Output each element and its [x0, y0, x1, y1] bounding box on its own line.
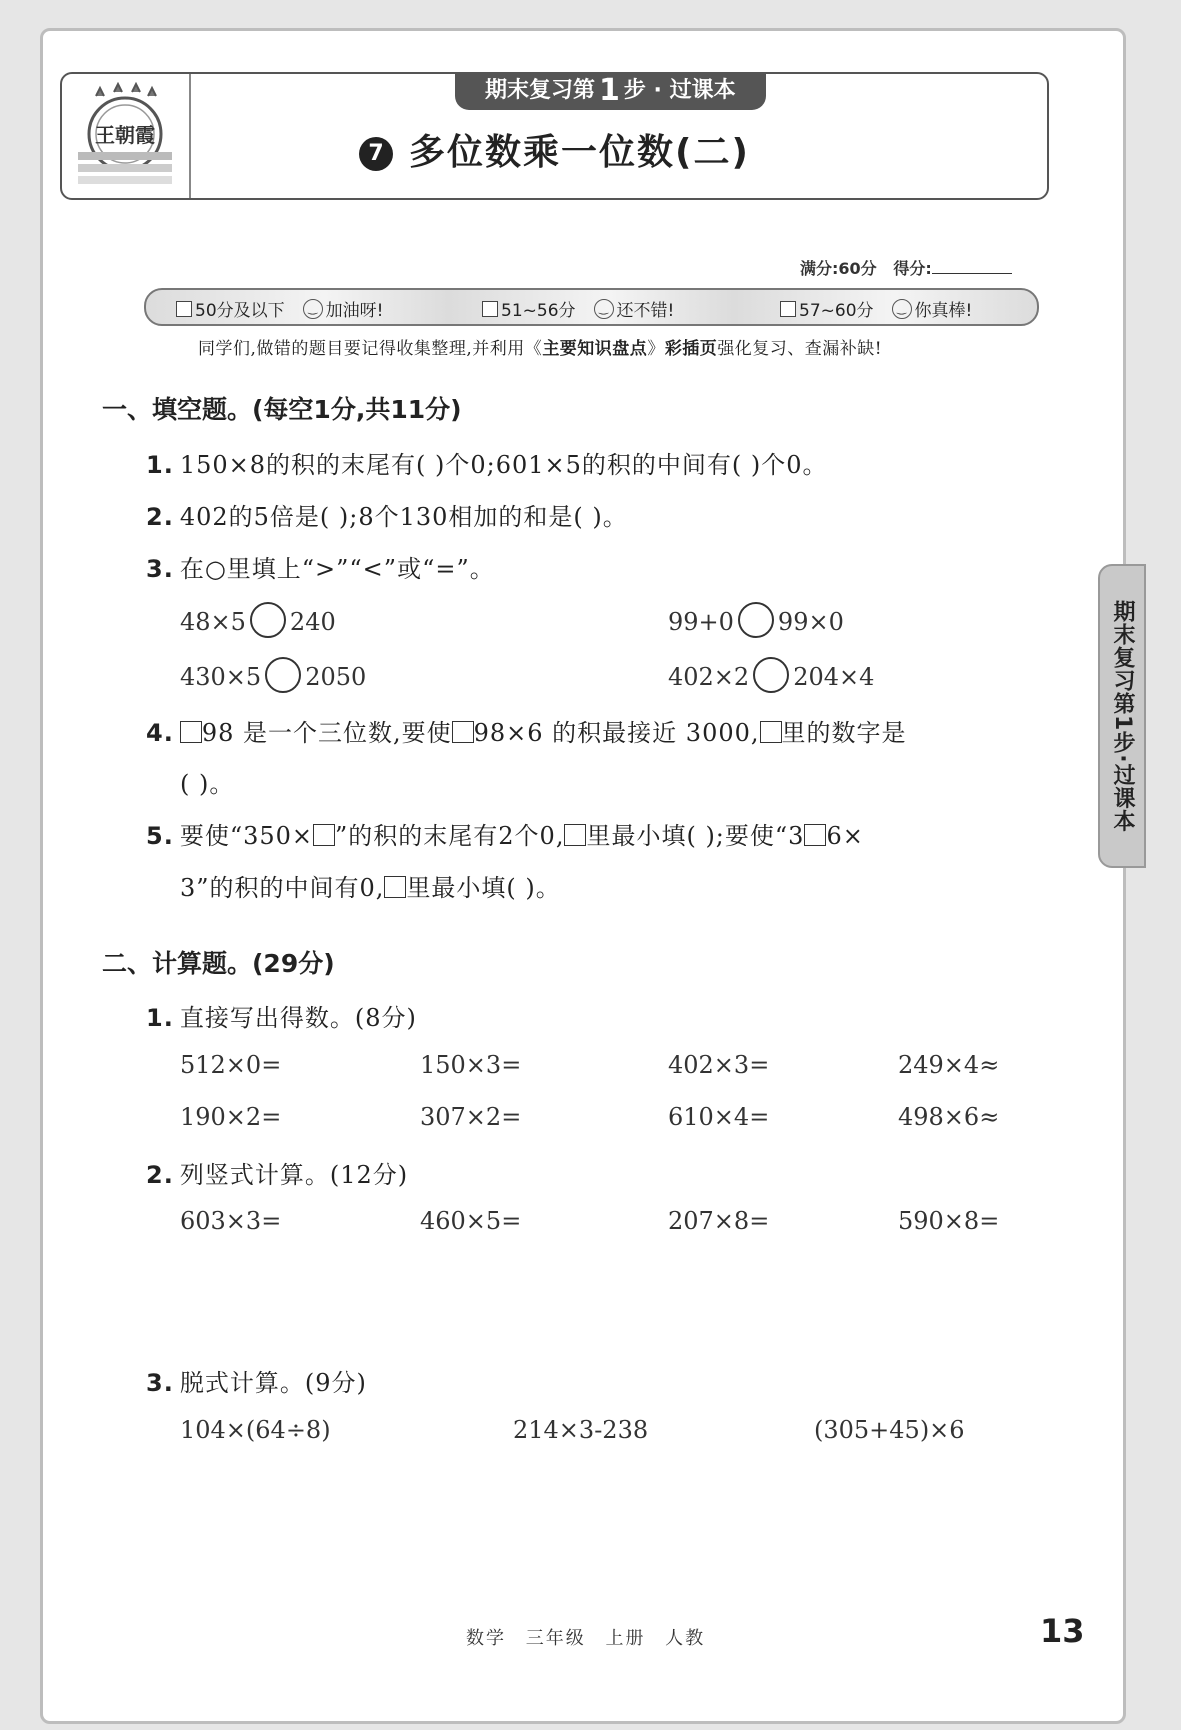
oral-calc-item: 402×3=: [668, 1051, 770, 1079]
oral-calc-item: 190×2=: [180, 1103, 282, 1131]
question-number: 4.: [146, 719, 174, 747]
note-text: 同学们,做错的题目要记得收集整理,并利用《: [198, 339, 543, 359]
vertical-calc-item: 590×8=: [898, 1207, 1000, 1235]
footer-text: 数学 三年级 上册 人教: [466, 1628, 706, 1649]
oral-calc-item: 307×2=: [420, 1103, 522, 1131]
page-number: 13: [1040, 1612, 1085, 1650]
rating-item-low: [176, 296, 383, 321]
question-text: 98 是一个三位数,要使: [201, 719, 452, 747]
compare-item: [180, 602, 336, 638]
rating-bar: [144, 288, 1039, 326]
question-1-2: [146, 497, 628, 532]
question-text: 直接写出得数。(8分): [179, 1004, 417, 1032]
blank-square: [564, 824, 586, 846]
question-text: 98×6 的积最接近 3000,: [473, 719, 760, 747]
compare-item: [668, 657, 874, 693]
step-calc-item: 104×(64÷8): [180, 1416, 331, 1444]
oral-calc-item: 498×6≈: [898, 1103, 1000, 1131]
step-calc-item: 214×3-238: [513, 1416, 649, 1444]
score-field[interactable]: [932, 273, 1012, 274]
question-number: 5.: [146, 822, 174, 850]
note-highlight: 彩插页: [664, 339, 718, 359]
note-highlight: 主要知识盘点: [542, 339, 648, 359]
rating-message: 还不错!: [616, 301, 675, 321]
blank-square: [180, 721, 202, 743]
compare-left: 99+0: [668, 608, 734, 636]
rating-message: 你真棒!: [914, 301, 973, 321]
question-1-4-line2: ( )。: [180, 770, 235, 798]
page-title: [62, 124, 1047, 175]
svg-text:王朝霞: 王朝霞: [95, 123, 155, 147]
rating-range: 57~60分: [799, 301, 874, 321]
answer-circle[interactable]: [250, 602, 286, 638]
question-2-2: [146, 1155, 408, 1190]
blank-square: [384, 876, 406, 898]
question-1-3: [146, 549, 495, 584]
note-text: 强化复习、查漏补缺!: [717, 339, 883, 359]
blank-square: [452, 721, 474, 743]
blank-square: [804, 824, 826, 846]
question-text: 要使“350×: [179, 822, 314, 850]
compare-right: 99×0: [777, 608, 844, 636]
question-text: 6×: [826, 822, 864, 850]
face-icon: ‿: [892, 299, 912, 319]
checkbox[interactable]: [176, 301, 192, 317]
step-calc-item: (305+45)×6: [814, 1416, 965, 1444]
checkbox[interactable]: [780, 301, 796, 317]
question-text: 3”的积的中间有0,: [180, 874, 385, 902]
section-fill-blank-title: 一、填空题。(每空1分,共11分): [102, 395, 462, 424]
instruction-note: [198, 334, 882, 359]
step-banner: [455, 72, 766, 110]
side-tab: 期末复习第1步·过课本: [1098, 564, 1146, 868]
score-row: [800, 256, 1012, 279]
compare-right: 204×4: [793, 663, 875, 691]
score-label: 得分:: [893, 259, 932, 278]
question-number: 3.: [146, 555, 174, 583]
oral-calc-item: 249×4≈: [898, 1051, 1000, 1079]
answer-circle[interactable]: [265, 657, 301, 693]
question-text: ”的积的末尾有2个0,: [335, 822, 565, 850]
lesson-number-badge: 7: [359, 137, 393, 171]
compare-right: 2050: [305, 663, 367, 691]
question-number: 1.: [146, 1004, 174, 1032]
note-text: 》: [647, 339, 665, 359]
section-calculation-title: 二、计算题。(29分): [102, 949, 335, 978]
question-2-1: [146, 998, 417, 1033]
question-1-4: [146, 713, 907, 748]
full-score: 满分:60分: [800, 259, 877, 278]
answer-circle[interactable]: [753, 657, 789, 693]
face-icon: ‿: [303, 299, 323, 319]
banner-post: 步 · 过课本: [623, 78, 736, 103]
question-1-1: [146, 445, 828, 480]
vertical-calc-item: 603×3=: [180, 1207, 282, 1235]
compare-left: 430×5: [180, 663, 262, 691]
question-number: 1.: [146, 451, 174, 479]
rating-range: 50分及以下: [195, 301, 285, 321]
banner-pre: 期末复习第: [485, 78, 596, 103]
oral-calc-item: 610×4=: [668, 1103, 770, 1131]
rating-item-mid: [482, 296, 674, 321]
question-1-5-line2: [180, 868, 561, 903]
question-1-5: [146, 816, 864, 851]
rating-message: 加油呀!: [325, 301, 384, 321]
face-icon: ‿: [594, 299, 614, 319]
compare-left: 402×2: [668, 663, 750, 691]
blank-square: [313, 824, 335, 846]
compare-item: [180, 657, 366, 693]
question-number: 2.: [146, 1161, 174, 1189]
question-text: 脱式计算。(9分): [179, 1369, 367, 1397]
question-2-3: [146, 1363, 367, 1398]
blank-square: [760, 721, 782, 743]
header-box: [60, 72, 1049, 200]
question-text: 150×8的积的末尾有( )个0;601×5的积的中间有( )个0。: [179, 451, 828, 479]
question-number: 2.: [146, 503, 174, 531]
lesson-title: 多位数乘一位数(二): [409, 132, 750, 173]
question-text: 里的数字是: [781, 719, 907, 747]
oral-calc-item: 512×0=: [180, 1051, 282, 1079]
question-text: 里最小填( );要使“3: [586, 822, 805, 850]
rating-item-high: [780, 296, 972, 321]
checkbox[interactable]: [482, 301, 498, 317]
question-text: 列竖式计算。(12分): [179, 1161, 409, 1189]
vertical-calc-item: 460×5=: [420, 1207, 522, 1235]
question-text: 402的5倍是( );8个130相加的和是( )。: [179, 503, 628, 531]
vertical-calc-item: 207×8=: [668, 1207, 770, 1235]
rating-range: 51~56分: [501, 301, 576, 321]
compare-item: [668, 602, 844, 638]
question-text: 里最小填( )。: [406, 874, 561, 902]
banner-step-number: 1: [599, 73, 620, 108]
compare-left: 48×5: [180, 608, 246, 636]
question-text: 在○里填上“>”“<”或“=”。: [179, 555, 495, 583]
answer-circle[interactable]: [738, 602, 774, 638]
question-number: 3.: [146, 1369, 174, 1397]
compare-right: 240: [289, 608, 336, 636]
oral-calc-item: 150×3=: [420, 1051, 522, 1079]
